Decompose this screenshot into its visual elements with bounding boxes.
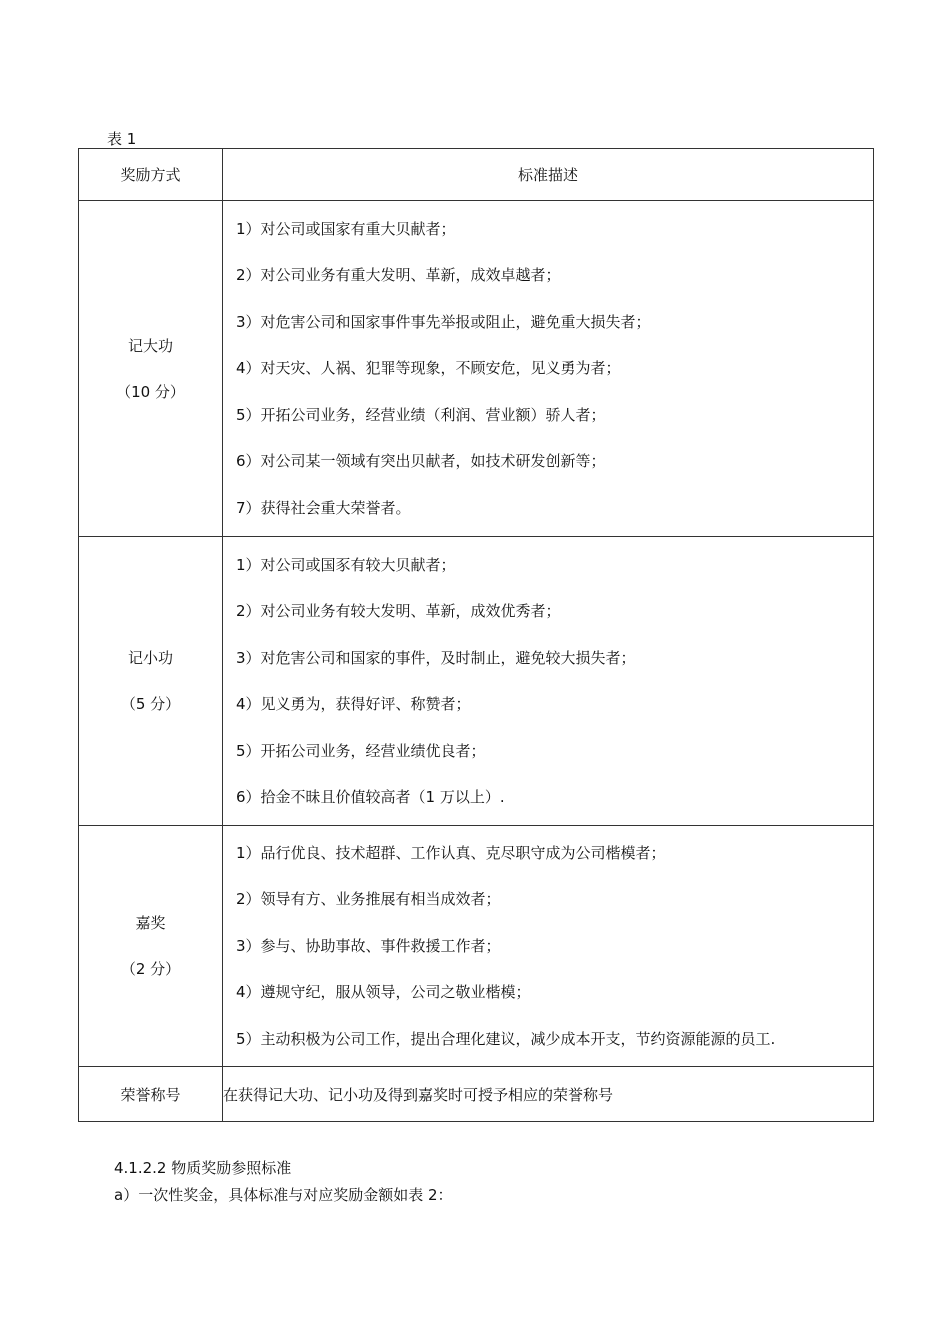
header-reward-method: 奖励方式 bbox=[79, 149, 223, 201]
category-name: 嘉奖 bbox=[135, 914, 166, 932]
list-item: 2）对公司业务有重大发明、革新，成效卓越者； bbox=[236, 266, 561, 285]
list-item: 1）品行优良、技术超群、工作认真、克尽职守成为公司楷模者； bbox=[236, 843, 666, 862]
description-cell bbox=[223, 201, 874, 537]
category-name: 记大功 bbox=[127, 336, 173, 355]
list-item: 1）对公司或国家有重大贝献者； bbox=[236, 219, 456, 238]
list-item: 6）对公司某一领域有突出贝献者，如技术研发创新等； bbox=[236, 452, 606, 471]
list-item: 3）参与、协助事故、事件救援工作者； bbox=[236, 936, 501, 955]
list-item: 3）对危害公司和国家事件事先举报或阻止，避免重大损失者； bbox=[236, 312, 651, 331]
list-item: 5）开拓公司业务，经营业绩（利润、营业额）骄人者； bbox=[236, 405, 606, 424]
description-cell bbox=[223, 537, 874, 826]
list-item: 3）对危害公司和国家的事件，及时制止，避免较大损失者； bbox=[236, 648, 636, 667]
category-cell bbox=[79, 537, 223, 826]
table-row bbox=[79, 1067, 874, 1122]
section-heading: 4.1.2.2 物质奖励参照标准 bbox=[114, 1159, 292, 1177]
description-cell bbox=[223, 826, 874, 1067]
list-item: 5）开拓公司业务，经营业绩优良者； bbox=[236, 741, 486, 760]
header-standard-description: 标准描述 bbox=[223, 149, 874, 201]
list-item: 1）对公司或国豕有较大贝献者； bbox=[236, 555, 456, 574]
table-row bbox=[79, 201, 874, 537]
category-points: （2 分） bbox=[120, 960, 181, 978]
category-name: 记小功 bbox=[127, 649, 173, 667]
category-cell bbox=[79, 201, 223, 537]
list-item: 2）对公司业务有较大发明、革新，成效优秀者； bbox=[236, 602, 561, 620]
list-item: 2）领导有方、业务推展有相当成效者； bbox=[236, 890, 501, 909]
category-points: （10 分） bbox=[116, 382, 185, 401]
list-item: 4）遵规守纪，服从领导，公司之敬业楷模； bbox=[236, 983, 531, 1002]
list-item: 4）见义勇为，获得好评、称赞者； bbox=[236, 695, 471, 713]
list-item: 5）主动积极为公司工作，提出合理化建议，减少成本开支，节约资源能源的员工. bbox=[236, 1029, 776, 1048]
list-item: 6）拾金不昧且价值较高者（1 万以上）. bbox=[236, 788, 505, 806]
list-item: 4）对天灾、人祸、犯罪等现象，不顾安危，见义勇为者； bbox=[236, 359, 621, 378]
table-header-row bbox=[79, 149, 874, 201]
category-points: （5 分） bbox=[120, 695, 181, 713]
honor-title-cell: 荣誉称号 bbox=[79, 1067, 223, 1122]
list-item: 7）获得社会重大荣誉者。 bbox=[236, 498, 411, 517]
table-row bbox=[79, 826, 874, 1067]
table-row bbox=[79, 537, 874, 826]
paragraph: a）一次性奖金，具体标准与对应奖励金额如表 2： bbox=[114, 1186, 453, 1204]
category-cell bbox=[79, 826, 223, 1067]
honor-description-cell: 在获得记大功、记小功及得到嘉奖时可授予相应的荣誉称号 bbox=[223, 1067, 874, 1122]
table-caption: 表 1 bbox=[107, 130, 137, 148]
reward-table bbox=[78, 148, 874, 1122]
